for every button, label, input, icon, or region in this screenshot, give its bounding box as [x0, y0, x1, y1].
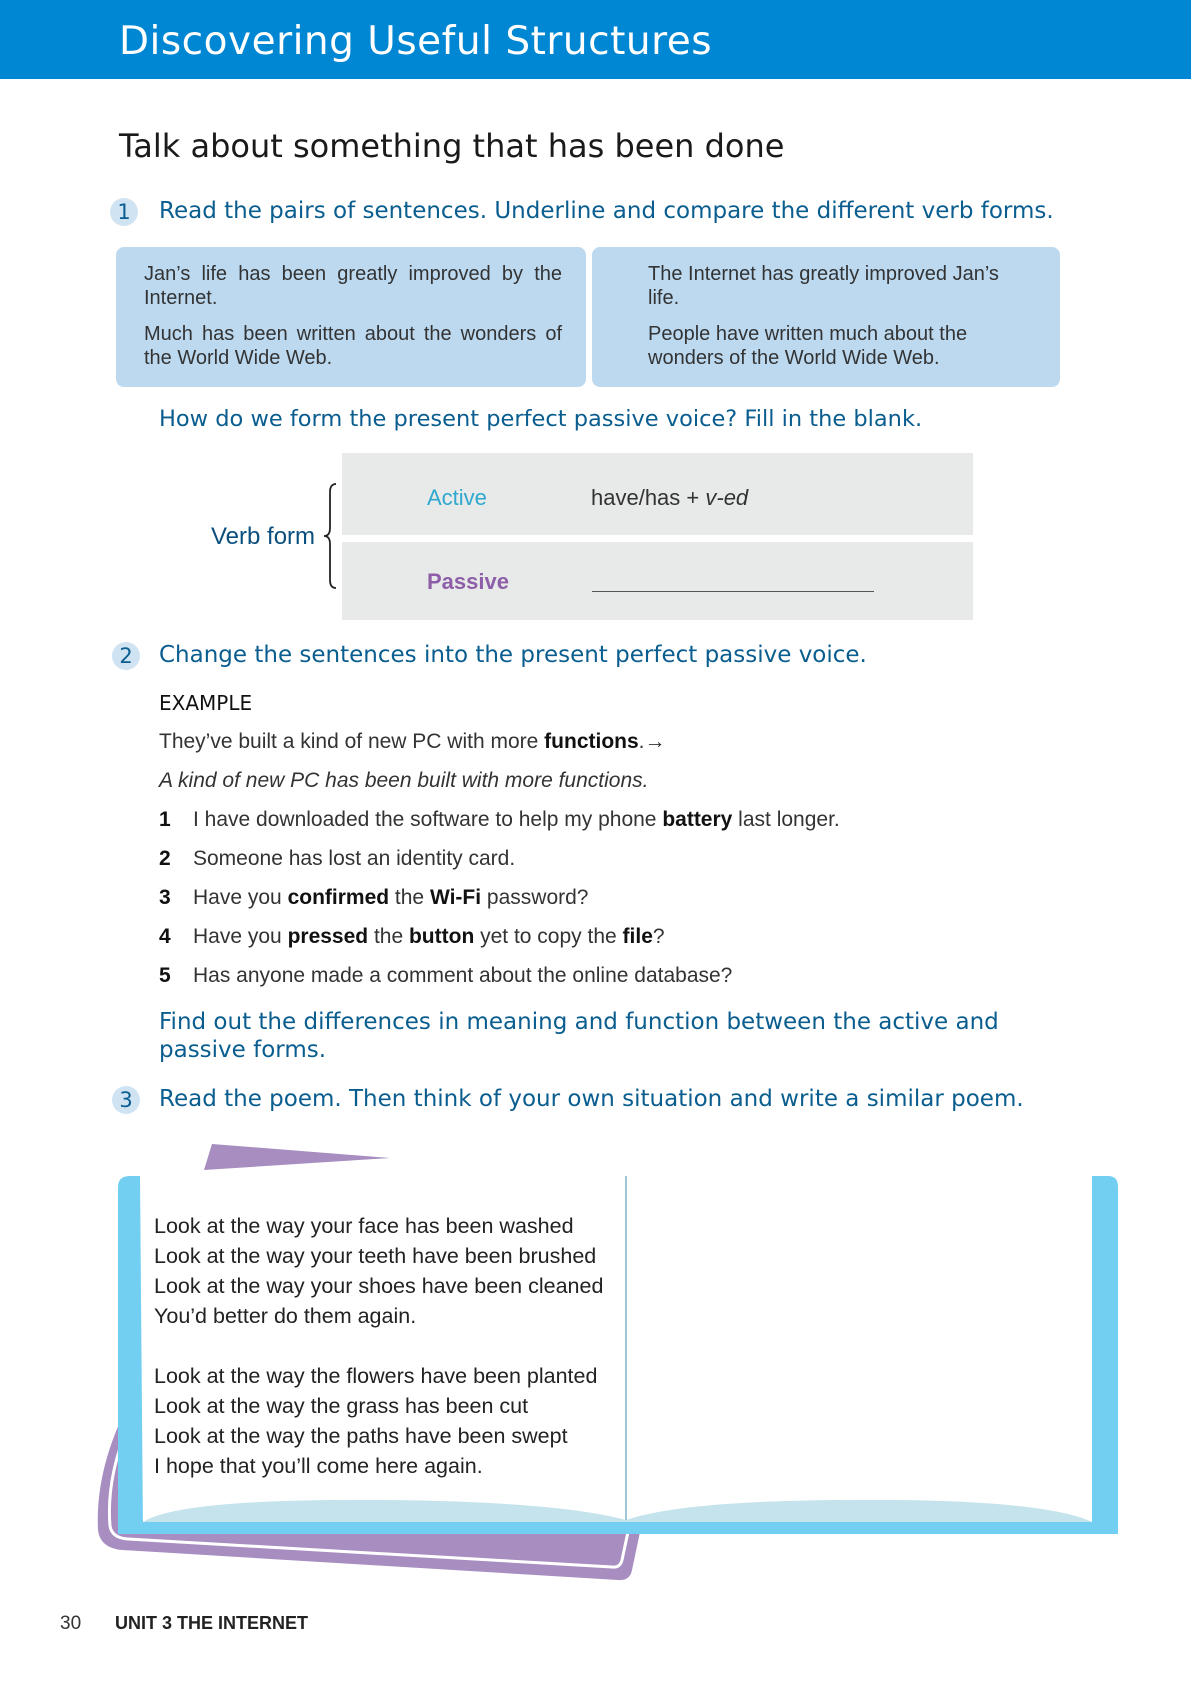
example-heading: EXAMPLE: [159, 691, 253, 715]
unit-label: UNIT 3 THE INTERNET: [115, 1613, 309, 1633]
verb-form-label: Verb form: [211, 523, 316, 550]
find-out-instruction: Find out the differences in meaning and function between the active and passive forms.: [159, 1009, 999, 1064]
fill-blank-question: How do we form the present perfect passive voice? Fill in the blank.: [159, 406, 923, 432]
stanza-gap: [154, 1331, 624, 1361]
poem-line: Look at the way your shoes have been cleaned: [154, 1274, 604, 1298]
passive-sentence-1: Jan’s life has been greatly improved by the Internet.: [144, 263, 562, 309]
book-bottom-edge: [118, 1520, 1118, 1534]
exercise-3-number: 3: [112, 1086, 140, 1114]
item-text-part: last longer.: [732, 808, 840, 831]
poem-line: Look at the way your teeth have been brushed: [154, 1244, 597, 1268]
passive-sentence-2: Much has been written about the wonders of the World Wide Web.: [144, 323, 562, 369]
bookmark-ribbon: [204, 1144, 390, 1170]
poem-line: Look at the way your face has been washed: [154, 1214, 574, 1238]
exercise-2-instruction: Change the sentences into the present perfect passive voice.: [159, 642, 867, 668]
item-bold-word: file: [622, 925, 653, 948]
item-text-part: I have downloaded the software to help my phone: [193, 808, 663, 831]
passive-label: Passive: [427, 569, 509, 594]
example-arrow: .→: [638, 730, 666, 753]
item-text: Has anyone made a comment about the online database?: [193, 964, 733, 987]
item-text-part: ?: [652, 925, 665, 948]
item-text-part: Have you: [193, 886, 288, 909]
section-title: Talk about something that has been done: [119, 127, 785, 165]
poem: [154, 1211, 624, 1481]
item-number: 3: [159, 886, 171, 909]
item-text-part: the: [389, 886, 430, 909]
item-bold-word: pressed: [287, 925, 369, 948]
item-bold-word: button: [408, 925, 475, 948]
item-bold-word: Wi-Fi: [429, 886, 482, 909]
item-text-part: yet to copy the: [474, 925, 623, 948]
active-sentence-1: The Internet has greatly improved Jan’s life.: [648, 263, 999, 309]
exercise-1-instruction: Read the pairs of sentences. Underline and compare the different verb forms.: [159, 198, 1054, 224]
book-right-edge: [1092, 1176, 1118, 1532]
active-formula-prefix: have/has +: [591, 485, 706, 510]
example-bold-word: functions: [544, 730, 639, 753]
poem-line: Look at the way the grass has been cut: [154, 1394, 529, 1418]
poem-line: Look at the way the paths have been swept: [154, 1424, 568, 1448]
exercise-2-number: 2: [112, 642, 140, 670]
active-formula-vd: v-ed: [705, 485, 749, 510]
item-text-part: password?: [481, 886, 589, 909]
exercise-3-instruction: Read the poem. Then think of your own situation and write a similar poem.: [159, 1086, 1024, 1112]
item-bold-word: battery: [662, 808, 733, 831]
poem-line: You’d better do them again.: [154, 1304, 417, 1328]
item-text-part: the: [368, 925, 409, 948]
item-number: 4: [159, 925, 171, 948]
active-sentence-2: People have written much about the wonders of the World Wide Web.: [648, 323, 968, 369]
poem-line: I hope that you’ll come here again.: [154, 1454, 483, 1478]
item-bold-word: confirmed: [287, 886, 390, 909]
active-label: Active: [427, 485, 487, 510]
example-text: They’ve built a kind of new PC with more: [159, 730, 545, 753]
item-text: Someone has lost an identity card.: [193, 847, 516, 870]
item-number: 5: [159, 964, 171, 987]
item-text-part: Have you: [193, 925, 288, 948]
item-number: 2: [159, 847, 171, 870]
page-number: 30: [60, 1613, 82, 1634]
item-number: 1: [159, 808, 171, 831]
book-left-edge: [118, 1176, 143, 1532]
page-header-title: Discovering Useful Structures: [119, 19, 713, 64]
example-answer: A kind of new PC has been built with more functions.: [159, 769, 649, 792]
poem-line: Look at the way the flowers have been planted: [154, 1364, 598, 1388]
exercise-1-number: 1: [110, 198, 138, 226]
